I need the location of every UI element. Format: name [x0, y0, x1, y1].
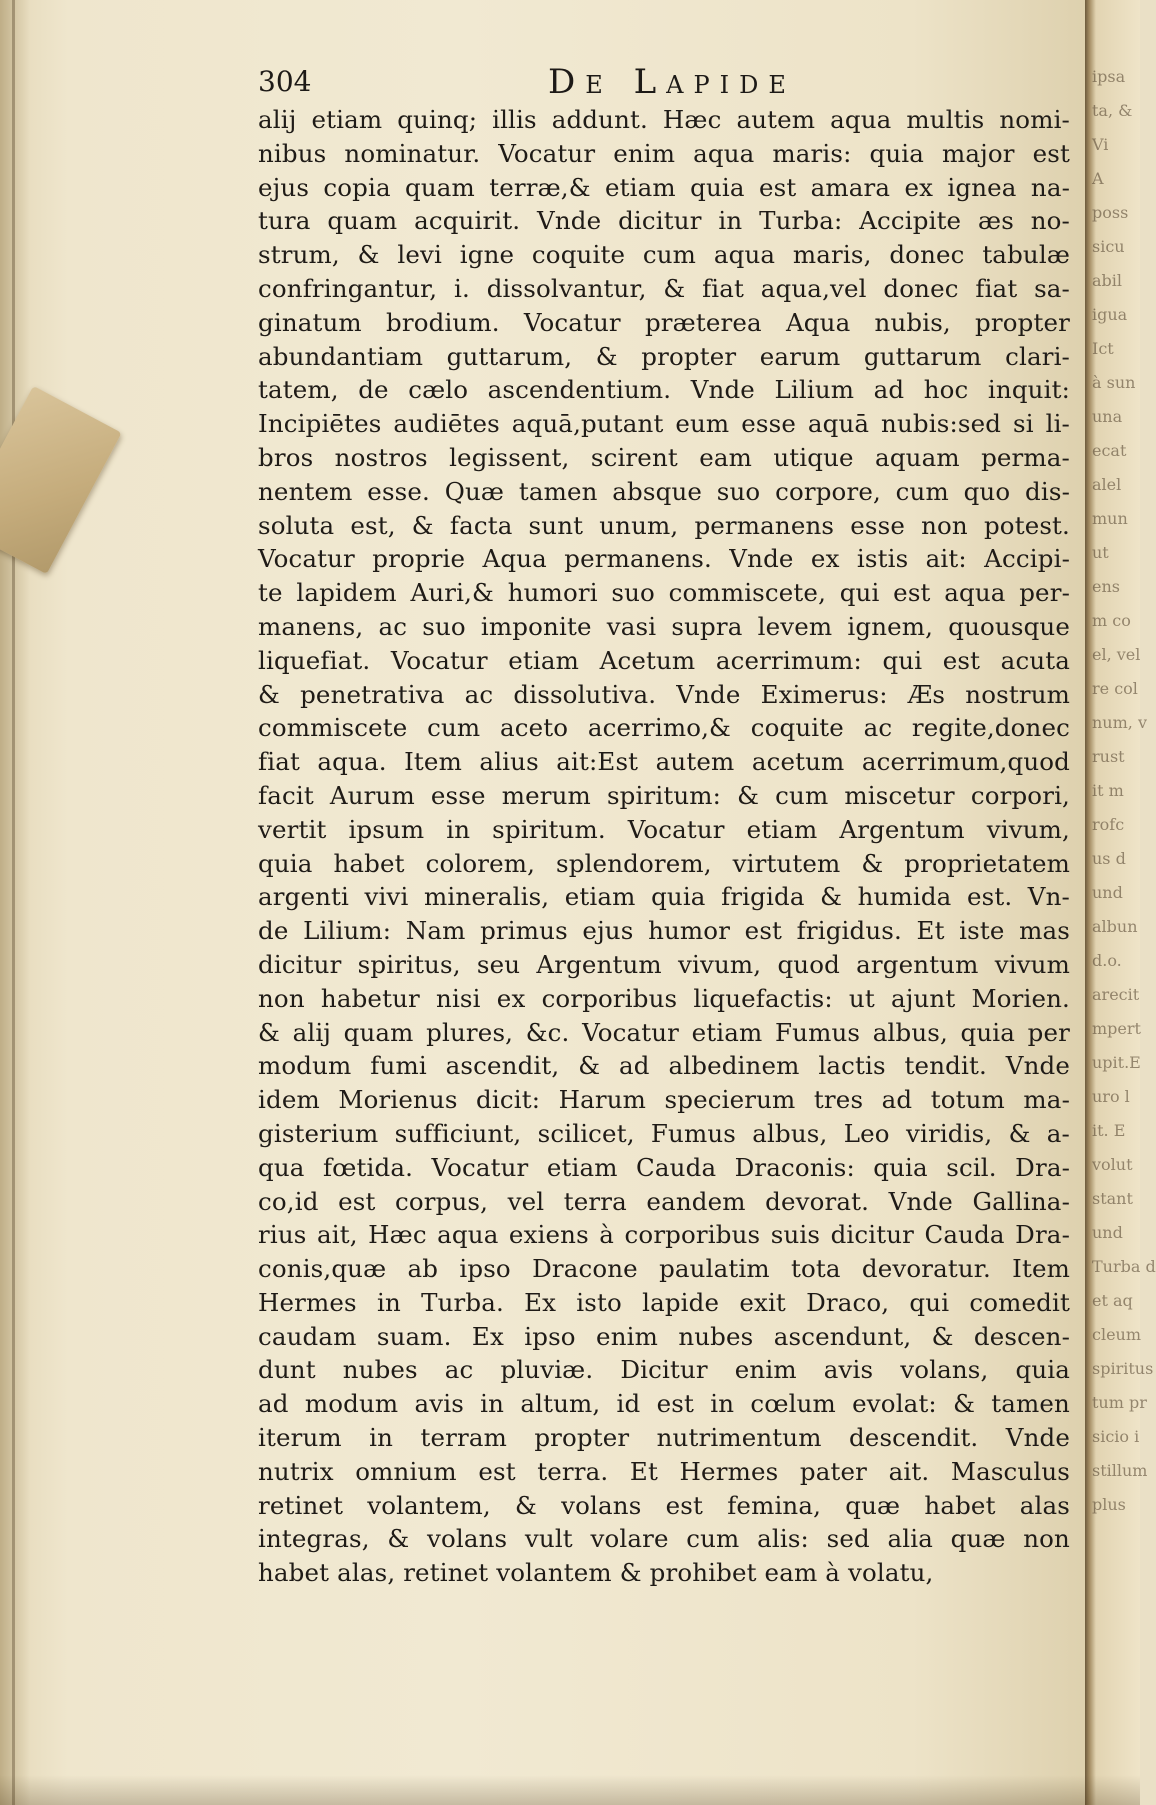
- facing-page-fragment: Vi: [1092, 135, 1109, 154]
- text-line: qua fœtida. Vocatur etiam Cauda Draconis: quia scil. Dra-: [258, 1152, 1070, 1182]
- text-line: ad modum avis in altum, id est in cœlum evolat: & tamen: [258, 1389, 1070, 1419]
- facing-page-fragment: sicio i: [1092, 1427, 1140, 1446]
- facing-page-fragment: und: [1092, 1223, 1123, 1242]
- text-line: liquefiat. Vocatur etiam Acetum acerrimum: qui est acuta: [258, 645, 1070, 675]
- page-number: 304: [258, 65, 312, 98]
- paper-bookmark-slip: [0, 386, 122, 574]
- facing-page-fragment: stant: [1092, 1189, 1133, 1208]
- text-line: quia habet colorem, splendorem, virtutem & proprietatem: [258, 848, 1070, 878]
- text-line: habet alas, retinet volantem & prohibet eam à volatu,: [258, 1558, 934, 1588]
- text-line: strum, & levi igne coquite cum aqua maris, donec tabulæ: [258, 240, 1070, 270]
- facing-page-fragment: tum pr: [1092, 1393, 1147, 1412]
- facing-page-fragment: stillum: [1092, 1461, 1148, 1480]
- text-line: nutrix omnium est terra. Et Hermes pater ait. Masculus: [258, 1456, 1070, 1486]
- facing-page-fragment: cleum: [1092, 1325, 1142, 1344]
- text-line: Incipiētes audiētes aquā,putant eum esse aquā nubis:sed si li-: [258, 409, 1070, 439]
- text-line: integras, & volans vult volare cum alis: sed alia quæ non: [258, 1524, 1070, 1554]
- text-line: gisterium sufficiunt, scilicet, Fumus albus, Leo viridis, & a-: [258, 1118, 1070, 1148]
- facing-page-fragment: Turba d: [1092, 1257, 1156, 1276]
- text-line: de Lilium: Nam primus ejus humor est frigidus. Et iste mas: [258, 916, 1070, 946]
- facing-page-fragment: A: [1092, 169, 1104, 188]
- facing-page-fragment: ecat: [1092, 441, 1127, 460]
- facing-page-fragment: alel: [1092, 475, 1122, 494]
- facing-page-fragment: us d: [1092, 849, 1126, 868]
- text-line: manens, ac suo imponite vasi supra levem ignem, quousque: [258, 611, 1070, 641]
- text-line: nentem esse. Quæ tamen absque suo corpore, cum quo dis-: [258, 476, 1070, 506]
- text-line: conis,quæ ab ipso Dracone paulatim tota devoratur. Item: [258, 1254, 1070, 1284]
- facing-page-fragment: à sun: [1092, 373, 1136, 392]
- facing-page-fragment: el, vel: [1092, 645, 1141, 664]
- facing-page-fragment: una: [1092, 407, 1123, 426]
- text-line: te lapidem Auri,& humori suo commiscete, qui est aqua per-: [258, 578, 1070, 608]
- text-line: iterum in terram propter nutrimentum descendit. Vnde: [258, 1423, 1070, 1453]
- text-line: ginatum brodium. Vocatur præterea Aqua nubis, propter: [258, 307, 1070, 337]
- text-line: tatem, de cælo ascendentium. Vnde Lilium ad hoc inquit:: [258, 375, 1070, 405]
- facing-page-fragment: it m: [1092, 781, 1124, 800]
- facing-page-fragment: igua: [1092, 305, 1128, 324]
- facing-page-fragment: it. E: [1092, 1121, 1126, 1140]
- facing-page-fragment: abil: [1092, 271, 1123, 290]
- text-line: Vocatur proprie Aqua permanens. Vnde ex istis ait: Accipi-: [258, 544, 1070, 574]
- page-bottom-shadow: [0, 1775, 1140, 1805]
- facing-page-fragment: mun: [1092, 509, 1128, 528]
- facing-page-fragment: uro l: [1092, 1087, 1130, 1106]
- facing-page-fragment: num, v: [1092, 713, 1147, 732]
- text-line: bros nostros legissent, scirent eam utique aquam perma-: [258, 442, 1070, 472]
- page-header: [258, 62, 1078, 102]
- text-line: vertit ipsum in spiritum. Vocatur etiam Argentum vivum,: [258, 814, 1070, 844]
- facing-page-fragment: rofc: [1092, 815, 1125, 834]
- facing-page-fragment: ipsa: [1092, 67, 1126, 86]
- facing-page-fragment: ta, &: [1092, 101, 1133, 120]
- facing-page-fragment: et aq: [1092, 1291, 1133, 1310]
- text-line: abundantiam guttarum, & propter earum guttarum clari-: [258, 341, 1070, 371]
- text-line: tura quam acquirit. Vnde dicitur in Turba: Accipite æs no-: [258, 206, 1070, 236]
- facing-page-fragment: re col: [1092, 679, 1138, 698]
- binding-gutter: [0, 0, 30, 1805]
- binding-edge-line: [12, 0, 15, 1805]
- facing-page-fragment: Ict: [1092, 339, 1114, 358]
- facing-page-fragment: m co: [1092, 611, 1131, 630]
- text-line: modum fumi ascendit, & ad albedinem lactis tendit. Vnde: [258, 1051, 1070, 1081]
- facing-page-fragment: ut: [1092, 543, 1109, 562]
- text-line: fiat aqua. Item alius ait:Est autem acetum acerrimum,quod: [258, 747, 1070, 777]
- text-line: nibus nominatur. Vocatur enim aqua maris: quia major est: [258, 138, 1070, 168]
- text-line: idem Morienus dicit: Harum specierum tres ad totum ma-: [258, 1085, 1070, 1115]
- facing-page-fragment: albun: [1092, 917, 1138, 936]
- facing-page-fragment: sicu: [1092, 237, 1125, 256]
- text-line: alij etiam quinq; illis addunt. Hæc autem aqua multis nomi-: [258, 105, 1070, 134]
- text-line: commiscete cum aceto acerrimo,& coquite ac regite,donec: [258, 713, 1070, 743]
- text-line: caudam suam. Ex ipso enim nubes ascendunt, & descen-: [258, 1321, 1070, 1351]
- running-title: De Lapide: [548, 62, 796, 102]
- facing-page-fragment: mpert: [1092, 1019, 1141, 1038]
- facing-page-fragment: rust: [1092, 747, 1125, 766]
- text-line: dunt nubes ac pluviæ. Dicitur enim avis volans, quia: [258, 1355, 1070, 1385]
- body-text: [258, 103, 1070, 1590]
- text-line: ejus copia quam terræ,& etiam quia est amara ex ignea na-: [258, 172, 1070, 202]
- text-line: dicitur spiritus, seu Argentum vivum, quod argentum vivum: [258, 949, 1070, 979]
- text-line: facit Aurum esse merum spiritum: & cum miscetur corpori,: [258, 780, 1070, 810]
- text-line: Hermes in Turba. Ex isto lapide exit Draco, qui comedit: [258, 1287, 1070, 1317]
- facing-page-fragment: arecit: [1092, 985, 1140, 1004]
- text-line: & alij quam plures, &c. Vocatur etiam Fumus albus, quia per: [258, 1017, 1070, 1047]
- facing-page-fragment: ens: [1092, 577, 1120, 596]
- facing-page-fragment: spiritus: [1092, 1359, 1154, 1378]
- facing-page-fragment: und: [1092, 883, 1123, 902]
- text-line: rius ait, Hæc aqua exiens à corporibus suis dicitur Cauda Dra-: [258, 1220, 1070, 1250]
- facing-page-fragment: volut: [1092, 1155, 1133, 1174]
- text-line: confringantur, i. dissolvantur, & fiat aqua,vel donec fiat sa-: [258, 273, 1070, 303]
- text-line: argenti vivi mineralis, etiam quia frigida & humida est. Vn-: [258, 882, 1070, 912]
- text-line: soluta est, & facta sunt unum, permanens esse non potest.: [258, 510, 1070, 540]
- facing-page-fragment: poss: [1092, 203, 1129, 222]
- facing-page-fragment: upit.E: [1092, 1053, 1141, 1072]
- text-line: & penetrativa ac dissolutiva. Vnde Eximerus: Æs nostrum: [258, 679, 1070, 709]
- facing-page-fragments: [1092, 60, 1156, 1522]
- facing-page-fragment: d.o.: [1092, 951, 1122, 970]
- text-line: co,id est corpus, vel terra eandem devorat. Vnde Gallina-: [258, 1186, 1070, 1216]
- facing-page-fragment: plus: [1092, 1495, 1126, 1514]
- text-line: non habetur nisi ex corporibus liquefactis: ut ajunt Morien.: [258, 983, 1070, 1013]
- text-line: retinet volantem, & volans est femina, quæ habet alas: [258, 1490, 1070, 1520]
